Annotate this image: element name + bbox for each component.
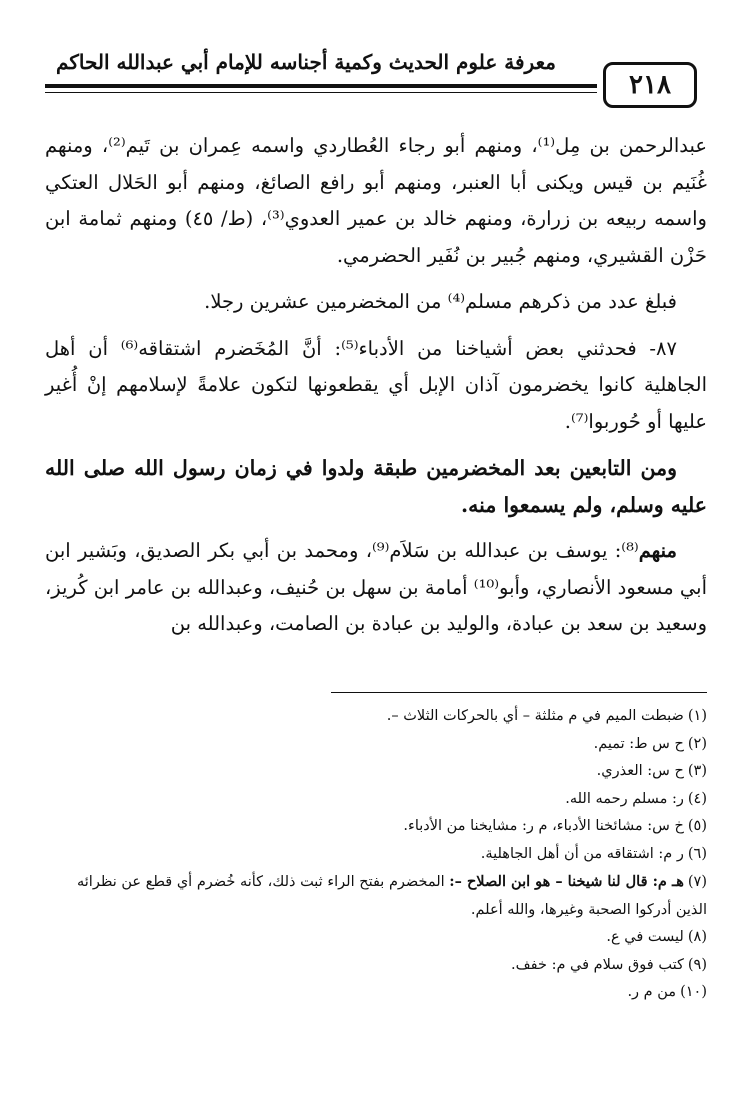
footnote-text: المخضرم بفتح الراء ثبت ذلك، كأنه خُضرم أي قطع عن نظرائه الذين أدركوا الصحبة وغيرها، والله أعلم. bbox=[77, 874, 707, 918]
footnote-2 bbox=[45, 731, 707, 759]
footnote-10 bbox=[45, 979, 707, 1007]
footnote-number: (١) bbox=[687, 708, 707, 724]
footnote-9 bbox=[45, 952, 707, 980]
paragraph-4 bbox=[45, 533, 707, 643]
footnote-3 bbox=[45, 758, 707, 786]
page-header bbox=[45, 40, 707, 115]
footnote-text: ر م: اشتقاقه من أن أهل الجاهلية. bbox=[480, 845, 684, 862]
footnote-number: (٣) bbox=[687, 763, 707, 779]
footnote-text: ح س ط: تميم. bbox=[593, 735, 684, 752]
footnote-number: (٢) bbox=[687, 735, 707, 752]
section-heading: ومن التابعين بعد المخضرمين طبقة ولدوا في زمان رسول الله صلى الله عليه وسلم، ولم يسمعوا منه. bbox=[45, 456, 707, 517]
footnote-lead: هـ م: قال لنا شيخنا – هو ابن الصلاح –: bbox=[449, 873, 684, 890]
footnote-1 bbox=[45, 703, 707, 731]
footnote-text: ليست في ع. bbox=[606, 929, 684, 945]
header-rule-thin bbox=[45, 92, 597, 93]
paragraph-3: ٨٧- فحدثني بعض أشياخنا من الأدباء⁽⁵⁾: أنَّ المُخَضرم اشتقاقه⁽⁶⁾ أن أهل الجاهلية كانوا يخضرمون آذان الإبل أي يقطعونها لتكون علامةً لإسلامهم إنْ أُغير عليها أو حُوربوا⁽⁷⁾. bbox=[45, 336, 707, 433]
footnote-text: ضبطت الميم في م مثلثة – أي بالحركات الثلاث –. bbox=[386, 708, 684, 724]
footnote-number: (٨) bbox=[687, 929, 707, 945]
footnote-number: (١٠) bbox=[680, 984, 707, 1000]
footnotes bbox=[45, 703, 707, 1007]
header-rule-thick bbox=[45, 84, 597, 88]
page-number: ٢١٨ bbox=[603, 62, 697, 108]
footnote-text: خ س: مشائخنا الأدباء، م ر: مشايخنا من الأدباء. bbox=[403, 818, 684, 834]
footnote-text: من م ر. bbox=[627, 984, 677, 1000]
footnote-separator bbox=[331, 692, 707, 693]
footnote-number: (٩) bbox=[687, 956, 707, 973]
footnote-5 bbox=[45, 813, 707, 841]
paragraph-1: عبدالرحمن بن مِل⁽¹⁾، ومنهم أبو رجاء العُطاردي واسمه عِمران بن تَيم⁽²⁾، ومنهم غُنَيم بن قيس ويكنى أبا العنبر، ومنهم أبو رافع الصائغ، ومنهم أبو الحَلال العتكي واسمه ربيعه بن زرارة، ومنهم خالد بن عمير العدوي⁽³⁾، (ط/ ٤٥) ومنهم ثمامة ابن حَزْن القشيري، ومنهم جُبير بن نُفَير الحضرمي. bbox=[45, 134, 707, 267]
footnote-text: كتب فوق سلام في م: خفف. bbox=[511, 956, 684, 973]
footnote-text: ر: مسلم رحمه الله. bbox=[565, 790, 684, 807]
running-title: معرفة علوم الحديث وكمية أجناسه للإمام أبي عبدالله الحاكم bbox=[56, 50, 556, 74]
footnote-7 bbox=[45, 868, 707, 924]
paragraph-4-text: ⁽⁸⁾: يوسف بن عبدالله بن سَلاَم⁽⁹⁾، ومحمد بن أبي بكر الصديق، وبَشير ابن أبي مسعود الأنصاري، وأبو⁽¹⁰⁾ أمامة بن سهل بن حُنيف، وعبدالله بن عامر ابن كُريز، وسعيد بن سعد بن عبادة، والوليد بن عبادة بن الصامت، وعبدالله بن bbox=[45, 539, 707, 635]
main-text bbox=[45, 128, 707, 653]
footnote-6 bbox=[45, 841, 707, 869]
footnote-4 bbox=[45, 786, 707, 814]
footnote-number: (٤) bbox=[687, 790, 707, 807]
footnote-number: (٦) bbox=[687, 845, 707, 862]
footnote-8 bbox=[45, 924, 707, 952]
footnote-number: (٧) bbox=[687, 874, 707, 890]
footnote-text: ح س: العذري. bbox=[596, 763, 684, 779]
footnote-number: (٥) bbox=[687, 818, 707, 834]
paragraph-4-lead: منهم bbox=[638, 539, 677, 562]
paragraph-2: فبلغ عدد من ذكرهم مسلم⁽⁴⁾ من المخضرمين عشرين رجلا. bbox=[204, 290, 677, 313]
